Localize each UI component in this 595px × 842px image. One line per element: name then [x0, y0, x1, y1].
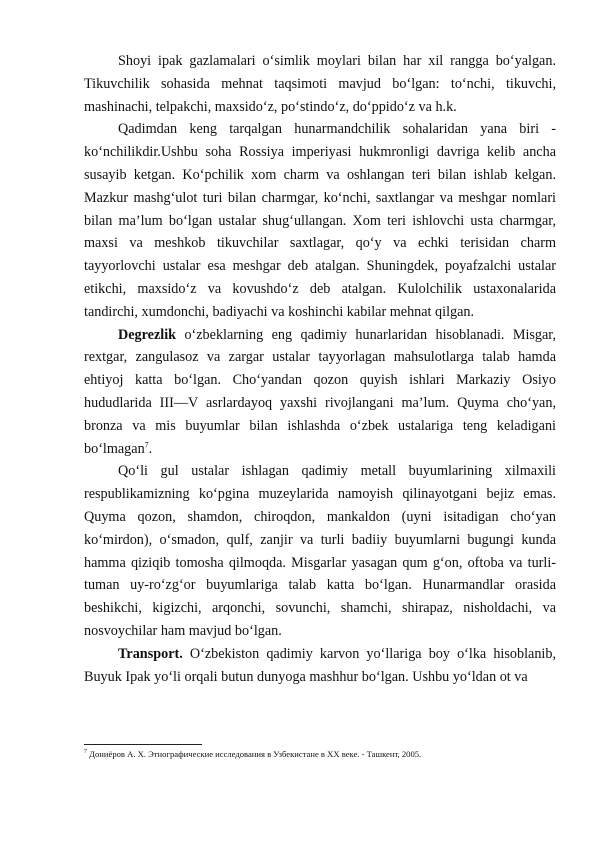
paragraph-lead-term: Degrezlik	[118, 326, 177, 343]
paragraph-lead-term: Transport.	[118, 645, 183, 662]
paragraph-degrezlik: Degrezlik o‘zbeklarning eng qadimiy hunarlaridan hisoblanadi. Misgar, rextgar, zangulasoz va zargar ustalar tayyorlagan mahsulotlarga talab hamda ehtiyoj katta bo‘lgan. Cho‘yandan qozon quyish ishlari Markaziy Osiyo hududlarida III—V asrlardayoq yaxshi rivojlangani ma’lum. Quyma cho‘yan, bronza va mis buyumlar bilan ishlashda o‘zbek ustalariga teng keladigani bo‘lmagan$^7$.	[84, 326, 556, 457]
footnote-text: Дониёров А. Х. Этнографические исследования в Узбекистане в XX веке. - Ташкент, 2005.	[87, 749, 422, 759]
footnote	[84, 748, 556, 760]
document-body	[84, 50, 556, 688]
paragraph-transport	[84, 643, 556, 689]
footnote-reference[interactable]: 7	[144, 439, 149, 449]
paragraph-text: Qadimdan keng tarqalgan hunarmandchilik sohalaridan yana biri - ko‘nchilikdir.Ushbu soha Rossiya imperiyasi hukmronligi davriga kelib ancha susayib ketgan. Ko‘pchilik xom charm va oshlangan teri bilan ishlab kelgan. Mazkur mashg‘ulot turi bilan charmgar, ko‘nchi, saxtlangar va meshgar nomlari bilan ma’lum bo‘lgan ustalar shug‘ullangan. Xom teri ishlovchi usta charmgar, maxsi va meshkob tikuvchilar saxtlagar, qo‘y va echki terisidan charm tayyorlovchi ustalar esa meshgar deb atalgan. Shuningdek, poyafzalchi ustalar etikchi, maxsido‘z va kovushdo‘z deb atalgan. Kulolchilik ustaxonalarida tandirchi, xumdonchi, badiyachi va koshinchi kabilar mehnat qilgan.	[84, 121, 556, 320]
paragraph-text: Shoyi ipak gazlamalari o‘simlik moylari bilan har xil rangga bo‘yalgan. Tikuvchilik sohasida mehnat taqsimoti mavjud bo‘lgan: to‘nchi, tikuvchi, mashinachi, telpakchi, maxsido‘z, po‘stindo‘z, do‘ppido‘z va h.k.	[84, 53, 556, 115]
paragraph-leatherwork	[84, 118, 556, 323]
footnote-separator	[84, 744, 202, 745]
paragraph-text: o‘zbeklarning eng qadimiy hunarlaridan hisoblanadi. Misgar, rextgar, zangulasoz va zargar ustalar tayyorlagan mahsulotlarga talab hamda ehtiyoj katta bo‘lgan. Cho‘yandan qozon quyish ishlari Markaziy Osiyo hududlarida III—V asrlardayoq yaxshi rivojlangani ma’lum. Quyma cho‘yan, bronza va mis buyumlar bilan ishlashda o‘zbek ustalariga teng keladigani bo‘lmagan	[84, 326, 556, 457]
paragraph-silk-dyeing	[84, 50, 556, 118]
paragraph-text: Qo‘li gul ustalar ishlagan qadimiy metall buyumlarining xilmaxili respublikamizning ko‘pgina muzeylarida namoyish qilinayotgani bejiz emas. Quyma qozon, shamdon, chiroqdon, mankaldon (uyni isitadigan cho‘yan ko‘mirdon), o‘smadon, qulf, zanjir va turli badiiy buyumlarni bugungi kunda hamma qiziqib tomosha qilmoqda. Misgarlar yasagan qum g‘on, oftoba va turli-tuman uy-ro‘zg‘or buyumlariga talab katta bo‘lgan. Hunarmandlar orasida beshikchi, kigizchi, arqonchi, sovunchi, shamchi, shirapaz, nisholdachi, va nosvoychilar ham mavjud bo‘lgan.	[84, 463, 556, 639]
paragraph-metal-goods	[84, 460, 556, 642]
paragraph-text: O‘zbekiston qadimiy karvon yo‘llariga boy o‘lka hisoblanib, Buyuk Ipak yo‘li orqali butun dunyoga mashhur bo‘lgan. Ushbu yo‘ldan ot va	[84, 645, 556, 685]
footnote-mark: 7	[84, 749, 87, 756]
